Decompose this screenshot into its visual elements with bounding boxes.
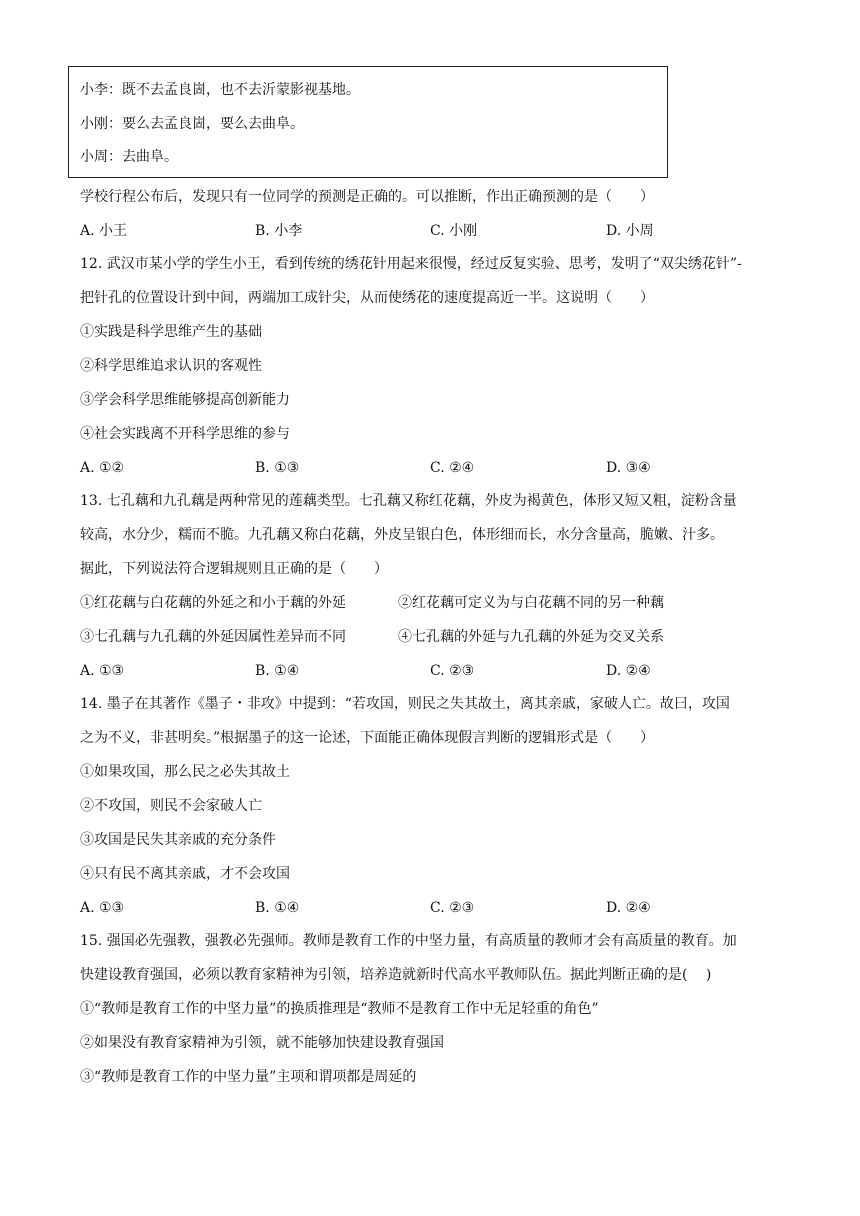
q12-item-3: ③学会科学思维能够提高创新能力 bbox=[80, 392, 290, 408]
q11-option-b[interactable]: B. 小李 bbox=[255, 223, 303, 239]
q13-option-c[interactable]: C. ②③ bbox=[430, 663, 475, 679]
q12-option-c[interactable]: C. ②④ bbox=[430, 460, 475, 476]
q13-option-a[interactable]: A. ①③ bbox=[80, 663, 125, 679]
q11-option-d[interactable]: D. 小周 bbox=[606, 223, 654, 239]
q12-option-d[interactable]: D. ③④ bbox=[606, 460, 651, 476]
q15-item-2: ②如果没有教育家精神为引领，就不能够加快建设教育强国 bbox=[80, 1035, 444, 1051]
q15-stem-line1: 15. 强国必先强教，强教必先强师。教师是教育工作的中坚力量，有高质量的教师才会有高质量的教育。加 bbox=[80, 933, 737, 949]
q14-item-4: ④只有民不离其亲戚，才不会攻国 bbox=[80, 866, 290, 882]
q13-item-1: ①红花藕与白花藕的外延之和小于藕的外延 bbox=[80, 595, 346, 611]
q11-option-c[interactable]: C. 小刚 bbox=[430, 223, 478, 239]
q14-item-2: ②不攻国，则民不会家破人亡 bbox=[80, 798, 262, 814]
q12-stem-line1: 12. 武汉市某小学的学生小王，看到传统的绣花针用起来很慢，经过反复实验、思考，发明了“双尖绣花针”- bbox=[80, 256, 742, 272]
q11-stem: 学校行程公布后，发现只有一位同学的预测是正确的。可以推断，作出正确预测的是（ ） bbox=[80, 189, 654, 205]
q14-item-3: ③攻国是民失其亲戚的充分条件 bbox=[80, 832, 276, 848]
q14-item-1: ①如果攻国，那么民之必失其故土 bbox=[80, 764, 290, 780]
q14-stem-line1: 14. 墨子在其著作《墨子・非攻》中提到：“若攻国，则民之失其故土，离其亲戚，家破人亡。故曰，攻国 bbox=[80, 696, 730, 712]
q15-item-3: ③“教师是教育工作的中坚力量”主项和谓项都是周延的 bbox=[80, 1069, 417, 1085]
q12-stem-line2: 把针孔的位置设计到中间，两端加工成针尖，从而使绣花的速度提高近一半。这说明（ ） bbox=[80, 290, 654, 306]
q14-option-a[interactable]: A. ①③ bbox=[80, 900, 125, 916]
q14-option-b[interactable]: B. ①④ bbox=[255, 900, 300, 916]
box-line-xiaozhou: 小周：去曲阜。 bbox=[80, 149, 178, 165]
q13-option-b[interactable]: B. ①④ bbox=[255, 663, 300, 679]
q15-item-1: ①“教师是教育工作的中坚力量”的换质推理是“教师不是教育工作中无足轻重的角色” bbox=[80, 1001, 599, 1017]
q13-item-3: ③七孔藕与九孔藕的外延因属性差异而不同 bbox=[80, 629, 346, 645]
q12-option-a[interactable]: A. ①② bbox=[80, 460, 125, 476]
box-line-xiaogang: 小刚：要么去孟良崮，要么去曲阜。 bbox=[80, 116, 304, 132]
q12-item-1: ①实践是科学思维产生的基础 bbox=[80, 324, 262, 340]
q13-stem-line2: 较高，水分少，糯而不脆。九孔藕又称白花藕，外皮呈银白色，体形细而长，水分含量高，脆嫩、汁多。 bbox=[80, 527, 724, 543]
q13-stem-line1: 13. 七孔藕和九孔藕是两种常见的莲藕类型。七孔藕又称红花藕，外皮为褐黄色，体形又短又粗，淀粉含量 bbox=[80, 493, 737, 509]
q13-option-d[interactable]: D. ②④ bbox=[606, 663, 651, 679]
q13-stem-line3: 据此，下列说法符合逻辑规则且正确的是（ ） bbox=[80, 561, 388, 577]
box-line-xiaoli: 小李：既不去孟良崮，也不去沂蒙影视基地。 bbox=[80, 82, 360, 98]
q11-option-a[interactable]: A. 小王 bbox=[80, 223, 128, 239]
q14-option-c[interactable]: C. ②③ bbox=[430, 900, 475, 916]
q14-option-d[interactable]: D. ②④ bbox=[606, 900, 651, 916]
q12-item-4: ④社会实践离不开科学思维的参与 bbox=[80, 426, 290, 442]
q15-stem-line2: 快建设教育强国，必须以教育家精神为引领，培养造就新时代高水平教师队伍。据此判断正确的是( ) bbox=[80, 967, 712, 983]
q12-option-b[interactable]: B. ①③ bbox=[255, 460, 300, 476]
q13-item-2: ②红花藕可定义为与白花藕不同的另一种藕 bbox=[398, 595, 664, 611]
q13-item-4: ④七孔藕的外延与九孔藕的外延为交叉关系 bbox=[398, 629, 664, 645]
q14-stem-line2: 之为不义，非甚明矣。”根据墨子的这一论述，下面能正确体现假言判断的逻辑形式是（ ） bbox=[80, 730, 655, 746]
q12-item-2: ②科学思维追求认识的客观性 bbox=[80, 358, 262, 374]
